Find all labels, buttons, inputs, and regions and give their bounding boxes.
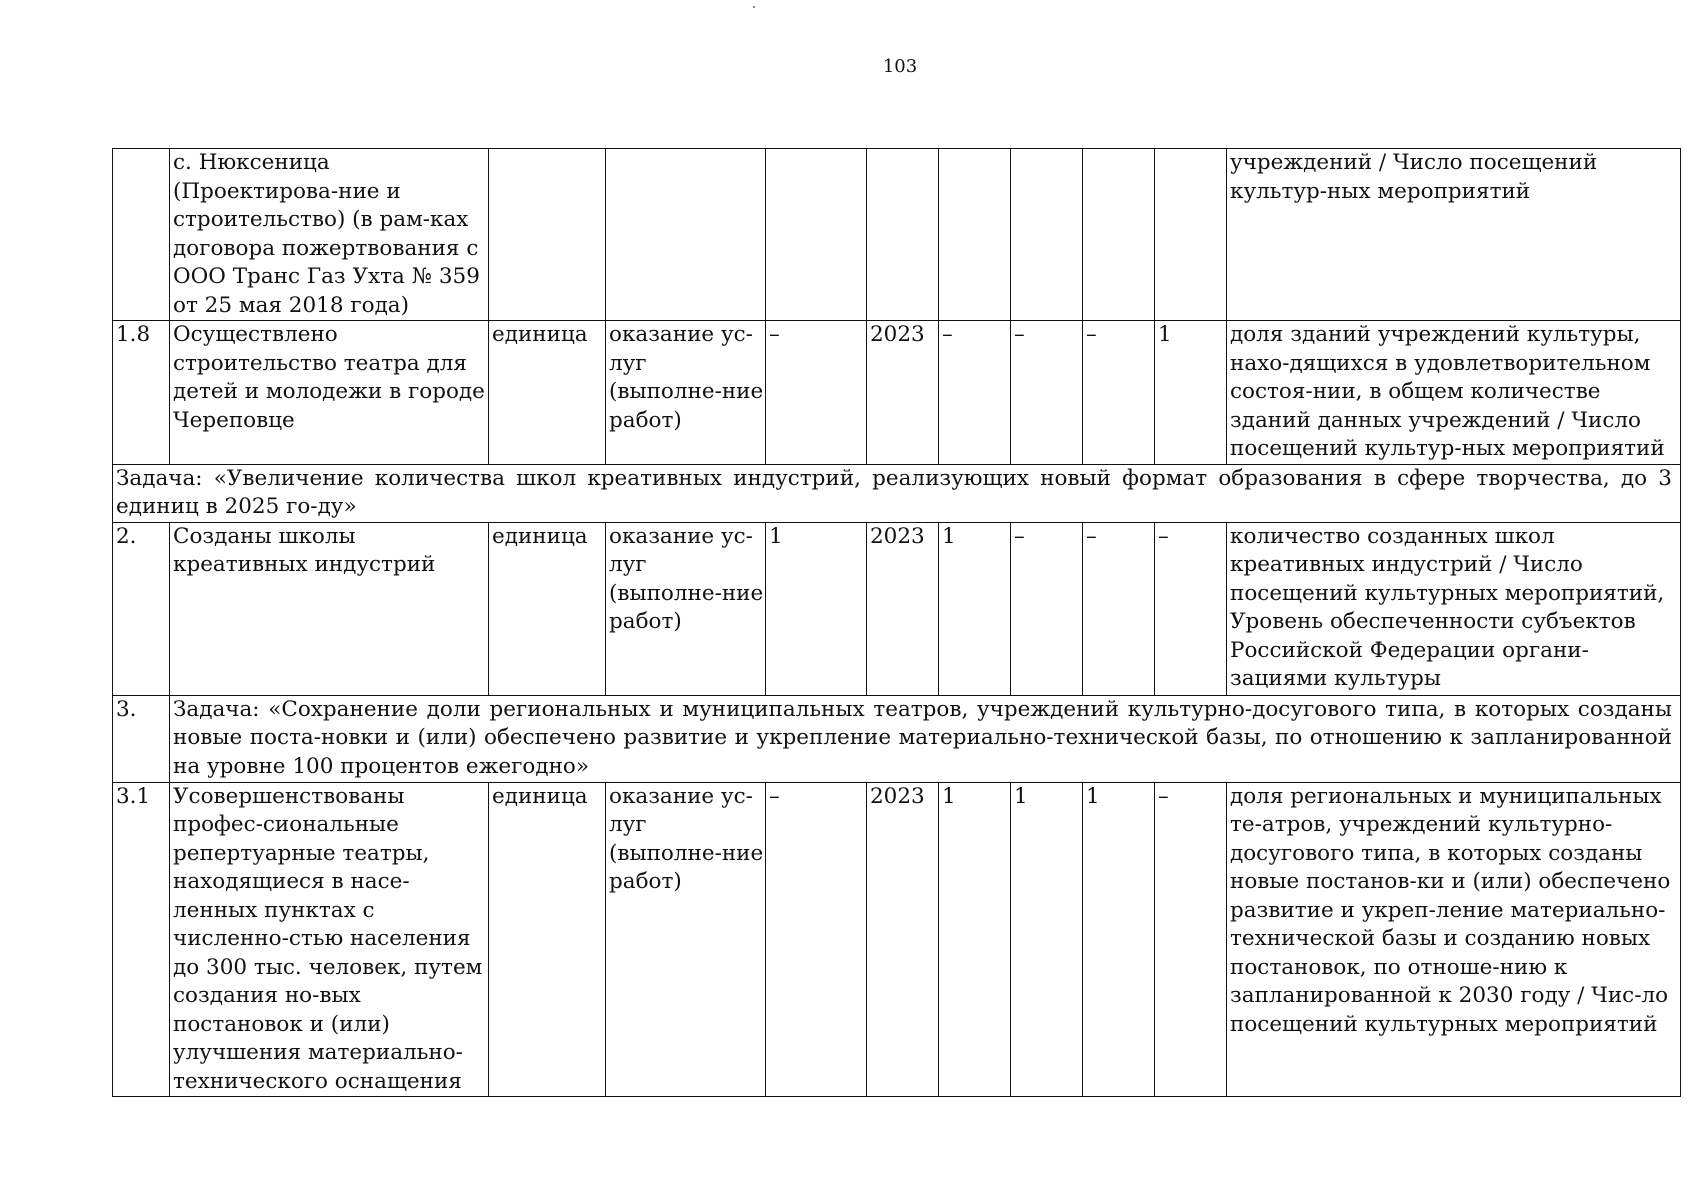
cell-value-2: 1 — [1011, 782, 1083, 1097]
cell-name: Созданы школы креативных индустрий — [170, 522, 489, 695]
scan-mark — [753, 6, 755, 8]
cell-base: – — [766, 321, 867, 465]
cell-unit: единица — [489, 522, 606, 695]
task-row — [113, 464, 1681, 522]
cell-num: 2. — [113, 522, 170, 695]
cell-value-3 — [1083, 149, 1155, 321]
results-table — [112, 148, 1681, 1097]
cell-indicator: количество созданных школ креативных индустрий / Число посещений культурных мероприятий, Уровень обеспеченности субъектов Российской Федерации органи-зациями культуры — [1227, 522, 1681, 695]
cell-value-3: – — [1083, 321, 1155, 465]
cell-value-3: 1 — [1083, 782, 1155, 1097]
cell-unit: единица — [489, 321, 606, 465]
cell-type: оказание ус-луг (выполне-ние работ) — [606, 522, 766, 695]
cell-value-1: 1 — [939, 782, 1011, 1097]
cell-indicator: доля региональных и муниципальных те-атров, учреждений культурно-досугового типа, в которых созданы новые постанов-ки и (или) обеспечено развитие и укреп-ление материально-технической базы и созданию новых постановок, по отноше-нию к запланированной к 2030 году / Чис-ло посещений культурных мероприятий — [1227, 782, 1681, 1097]
page-number: 103 — [882, 56, 918, 77]
cell-value-1 — [939, 149, 1011, 321]
cell-indicator: учреждений / Число посещений культур-ных мероприятий — [1227, 149, 1681, 321]
cell-value-2: – — [1011, 522, 1083, 695]
cell-base: – — [766, 782, 867, 1097]
table-row — [113, 782, 1681, 1097]
cell-value-2: – — [1011, 321, 1083, 465]
cell-unit — [489, 149, 606, 321]
cell-year — [867, 149, 939, 321]
cell-name: с. Нюксеница (Проектирова-ние и строительство) (в рам-ках договора пожертвования с ООО Транс Газ Ухта № 359 от 25 мая 2018 года) — [170, 149, 489, 321]
cell-value-4: 1 — [1155, 321, 1227, 465]
cell-base — [766, 149, 867, 321]
cell-num — [113, 149, 170, 321]
table-row — [113, 321, 1681, 465]
cell-type: оказание ус-луг (выполне-ние работ) — [606, 782, 766, 1097]
cell-year: 2023 — [867, 522, 939, 695]
cell-name: Осуществлено строительство театра для детей и молодежи в городе Череповце — [170, 321, 489, 465]
cell-value-4: – — [1155, 782, 1227, 1097]
task-3-num: 3. — [113, 695, 170, 782]
table-row — [113, 149, 1681, 321]
cell-value-4 — [1155, 149, 1227, 321]
cell-num: 3.1 — [113, 782, 170, 1097]
cell-num: 1.8 — [113, 321, 170, 465]
cell-unit: единица — [489, 782, 606, 1097]
task-3-text: Задача: «Сохранение доли региональных и муниципальных театров, учреждений культурно-досугового типа, в которых созданы новые поста-новки и (или) обеспечено развитие и укрепление материально-технической базы, по отношению к запланированной на уровне 100 процентов ежегодно» — [170, 695, 1681, 782]
cell-base: 1 — [766, 522, 867, 695]
cell-type — [606, 149, 766, 321]
task-2-text: Задача: «Увеличение количества школ креативных индустрий, реализующих новый формат образования в сфере творчества, до 3 единиц в 2025 го-ду» — [113, 464, 1681, 522]
cell-year: 2023 — [867, 321, 939, 465]
cell-indicator: доля зданий учреждений культуры, нахо-дящихся в удовлетворительном состоя-нии, в общем количестве зданий данных учреждений / Число посещений культур-ных мероприятий — [1227, 321, 1681, 465]
cell-value-2 — [1011, 149, 1083, 321]
cell-value-4: – — [1155, 522, 1227, 695]
task-row — [113, 695, 1681, 782]
cell-name: Усовершенствованы профес-сиональные репертуарные театры, находящиеся в насе-ленных пунктах с численно-стью населения до 300 тыс. человек, путем создания но-вых постановок и (или) улучшения материально-технического оснащения — [170, 782, 489, 1097]
cell-value-1: 1 — [939, 522, 1011, 695]
table-row — [113, 522, 1681, 695]
cell-value-1: – — [939, 321, 1011, 465]
cell-value-3: – — [1083, 522, 1155, 695]
cell-year: 2023 — [867, 782, 939, 1097]
cell-type: оказание ус-луг (выполне-ние работ) — [606, 321, 766, 465]
